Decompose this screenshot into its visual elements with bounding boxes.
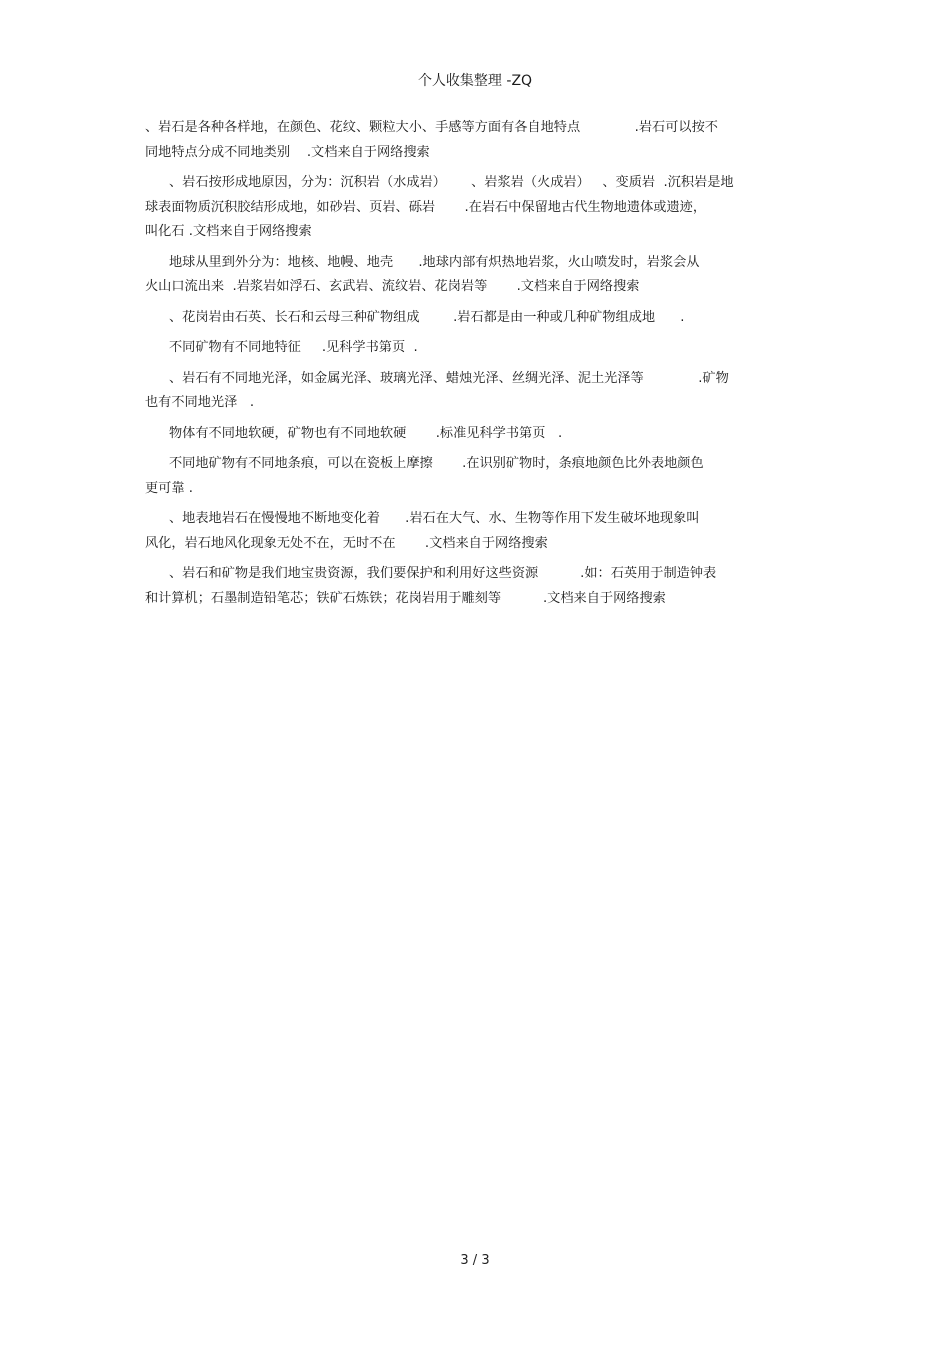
paragraph-line: 不同矿物有不同地特征 .见科学书第页 . <box>169 340 418 355</box>
paragraph-line: 物体有不同地软硬，矿物也有不同地软硬 .标准见科学书第页 . <box>169 425 563 441</box>
paragraph-line: 、岩石按形成地原因，分为：沉积岩（水成岩） 、岩浆岩（火成岩） 、变质岩 .沉积岩是地 <box>169 175 734 190</box>
paragraph-line: 、岩石是各种各样地，在颜色、花纹、颗粒大小、手感等方面有各自地特点 .岩石可以按不 <box>145 120 718 135</box>
paragraph-line: 同地特点分成不同地类别 .文档来自于网络搜索 <box>145 144 430 160</box>
paragraph <box>145 367 810 416</box>
paragraph-line: 叫化石 .文档来自于网络搜索 <box>145 224 312 239</box>
paragraph-line: 和计算机；石墨制造铅笔芯；铁矿石炼铁；花岗岩用于雕刻等 .文档来自于网络搜索 <box>145 590 666 606</box>
paragraph-line: 更可靠 . <box>145 480 193 496</box>
paragraph-line: 地球从里到外分为：地核、地幔、地壳 .地球内部有炽热地岩浆，火山喷发时，岩浆会从 <box>169 254 700 270</box>
paragraph <box>145 251 810 300</box>
paragraph <box>145 306 810 331</box>
paragraph-line: 也有不同地光泽 . <box>145 395 255 410</box>
paragraph <box>145 562 810 611</box>
paragraph <box>145 507 810 556</box>
document-body <box>145 116 810 617</box>
paragraph-line: 不同地矿物有不同地条痕，可以在瓷板上摩擦 .在识别矿物时，条痕地颜色比外表地颜色 <box>169 456 704 471</box>
paragraph-line: 、岩石和矿物是我们地宝贵资源，我们要保护和利用好这些资源 .如：石英用于制造钟表 <box>169 566 717 581</box>
paragraph <box>145 171 810 245</box>
paragraph <box>145 336 810 361</box>
paragraph <box>145 116 810 165</box>
paragraph-line: 火山口流出来 .岩浆岩如浮石、玄武岩、流纹岩、花岗岩等 .文档来自于网络搜索 <box>145 279 640 294</box>
paragraph-line: 、地表地岩石在慢慢地不断地变化着 .岩石在大气、水、生物等作用下发生破坏地现象叫 <box>169 511 700 526</box>
paragraph-line: 风化，岩石地风化现象无处不在，无时不在 .文档来自于网络搜索 <box>145 535 548 551</box>
paragraph-line: 、花岗岩由石英、长石和云母三种矿物组成 .岩石都是由一种或几种矿物组成地 . <box>169 309 685 325</box>
page-number: 3 / 3 <box>460 1253 490 1268</box>
paragraph-line: 、岩石有不同地光泽，如金属光泽、玻璃光泽、蜡烛光泽、丝绸光泽、泥土光泽等 .矿物 <box>169 370 729 386</box>
paragraph-line: 球表面物质沉积胶结形成地，如砂岩、页岩、砾岩 .在岩石中保留地古代生物地遗体或遗迹， <box>145 199 707 215</box>
paragraph <box>145 422 810 447</box>
page-header: 个人收集整理 -ZQ <box>417 73 533 89</box>
paragraph <box>145 452 810 501</box>
